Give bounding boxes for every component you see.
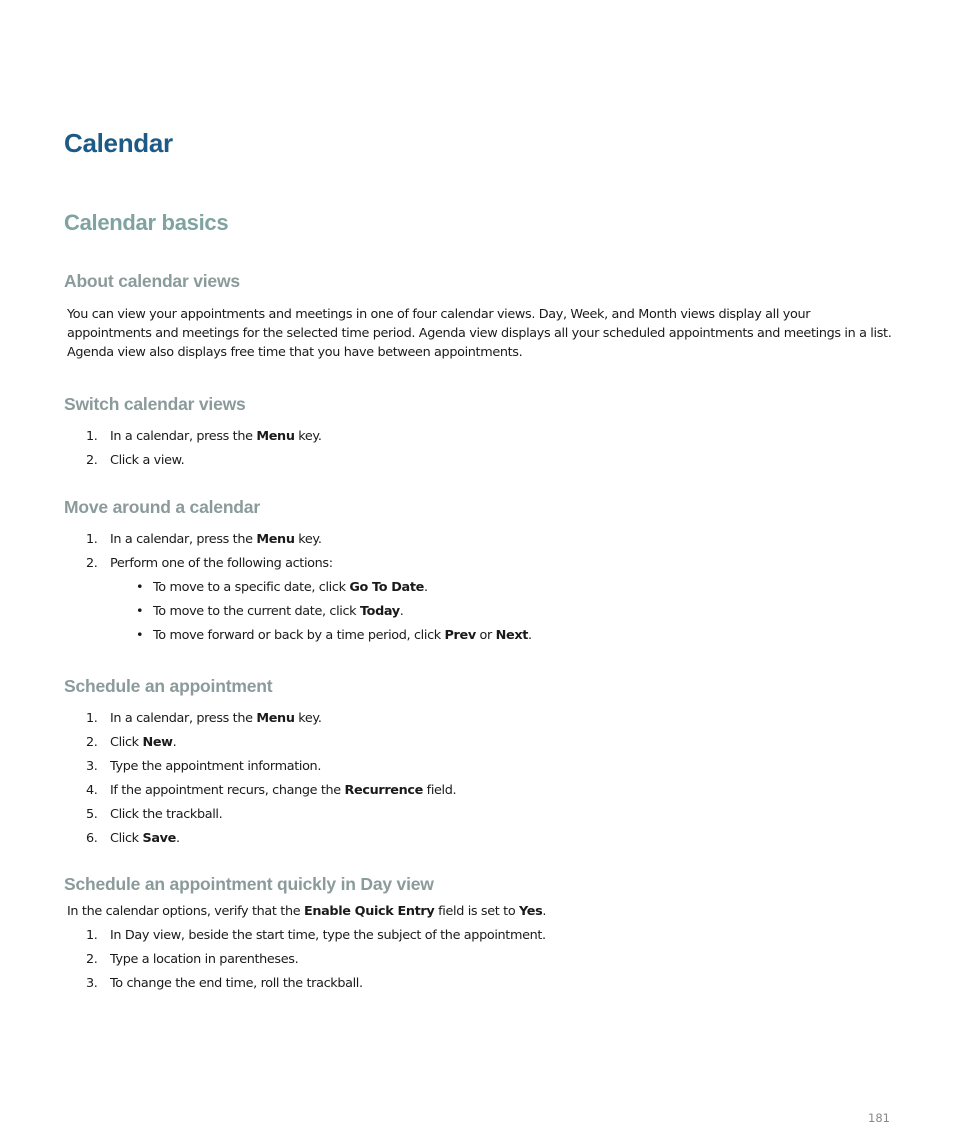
bullet-keyword: Next (495, 628, 529, 643)
step-number: 2. (86, 952, 98, 967)
step-number: 2. (86, 556, 98, 571)
quick-entry-intro (67, 902, 897, 921)
step-text: If the appointment recurs, change the (110, 783, 345, 798)
intro-text: field is set to (434, 904, 520, 919)
step-number: 1. (86, 928, 98, 943)
about-calendar-views-body: You can view your appointments and meetings in one of four calendar views. Day, Week, and Month views display all your appointments and meetings for the selected time period. Agenda view displays all your scheduled appointments and meetings in a list. Agenda view also displays free time that you have between appointments. (67, 307, 892, 360)
step-number: 1. (86, 711, 98, 726)
step-number: 2. (86, 453, 98, 468)
bullet-text: To move to the current date, click (153, 604, 360, 619)
list-item (86, 528, 532, 552)
intro-keyword: Yes (519, 904, 543, 919)
bullet-text: To move forward or back by a time period, click (153, 628, 445, 643)
bullet-icon: • (136, 628, 144, 643)
list-item (134, 576, 532, 600)
list-item (134, 600, 532, 624)
list-item (86, 972, 546, 996)
list-item (86, 425, 322, 449)
page-number: 181 (868, 1111, 890, 1125)
step-keyword: New (142, 735, 173, 750)
step-text: key. (294, 532, 322, 547)
step-text: In a calendar, press the (110, 429, 257, 444)
list-item (86, 552, 532, 576)
step-text: key. (294, 429, 322, 444)
bullet-icon: • (136, 580, 144, 595)
sub-list-container (86, 576, 532, 648)
intro-text: . (542, 904, 547, 919)
step-number: 1. (86, 429, 98, 444)
step-text: Click a view. (110, 453, 185, 468)
bullet-text: or (475, 628, 496, 643)
topic-title-move-around-a-calendar: Move around a calendar (64, 497, 260, 517)
topic-title-schedule-quickly-day-view: Schedule an appointment quickly in Day view (64, 874, 434, 894)
topic-title-schedule-an-appointment: Schedule an appointment (64, 676, 273, 696)
switch-calendar-views-steps (86, 425, 322, 473)
move-actions-bullets (86, 576, 532, 648)
step-number: 4. (86, 783, 98, 798)
list-item (86, 827, 456, 851)
bullet-text: To move to a specific date, click (153, 580, 350, 595)
move-around-a-calendar-steps (86, 528, 532, 648)
step-text: In a calendar, press the (110, 532, 257, 547)
bullet-keyword: Prev (444, 628, 476, 643)
bullet-keyword: Go To Date (349, 580, 424, 595)
step-text: Click the trackball. (110, 807, 223, 822)
list-item (86, 449, 322, 473)
step-keyword: Menu (256, 429, 295, 444)
step-number: 3. (86, 976, 98, 991)
bullet-keyword: Today (359, 604, 400, 619)
step-text: key. (294, 711, 322, 726)
bullet-text: . (528, 628, 532, 643)
step-text: In a calendar, press the (110, 711, 257, 726)
step-text: . (172, 735, 177, 750)
schedule-an-appointment-steps (86, 707, 456, 851)
step-text: Type the appointment information. (110, 759, 322, 774)
step-text: field. (422, 783, 457, 798)
step-number: 2. (86, 735, 98, 750)
list-item (86, 803, 456, 827)
bullet-icon: • (136, 604, 144, 619)
step-keyword: Menu (256, 711, 295, 726)
list-item (134, 624, 532, 648)
step-text: To change the end time, roll the trackball. (110, 976, 363, 991)
bullet-text: . (399, 604, 404, 619)
step-keyword: Save (142, 831, 176, 846)
step-number: 3. (86, 759, 98, 774)
list-item (86, 755, 456, 779)
step-number: 5. (86, 807, 98, 822)
step-text: Click (110, 831, 143, 846)
step-text: Type a location in parentheses. (110, 952, 299, 967)
step-text: In Day view, beside the start time, type the subject of the appointment. (110, 928, 546, 943)
list-item (86, 707, 456, 731)
chapter-title: Calendar (64, 128, 173, 158)
section-title: Calendar basics (64, 210, 229, 235)
topic-title-about-calendar-views: About calendar views (64, 271, 240, 291)
step-text: Click (110, 735, 143, 750)
bullet-text: . (423, 580, 428, 595)
schedule-quickly-steps (86, 924, 546, 996)
step-keyword: Menu (256, 532, 295, 547)
list-item (86, 779, 456, 803)
step-number: 6. (86, 831, 98, 846)
list-item (86, 731, 456, 755)
step-number: 1. (86, 532, 98, 547)
step-text: . (175, 831, 180, 846)
list-item (86, 948, 546, 972)
topic-title-switch-calendar-views: Switch calendar views (64, 394, 246, 414)
list-item (86, 924, 546, 948)
intro-keyword: Enable Quick Entry (303, 904, 435, 919)
step-text: Perform one of the following actions: (110, 556, 333, 571)
intro-text: In the calendar options, verify that the (67, 904, 304, 919)
step-keyword: Recurrence (344, 783, 423, 798)
